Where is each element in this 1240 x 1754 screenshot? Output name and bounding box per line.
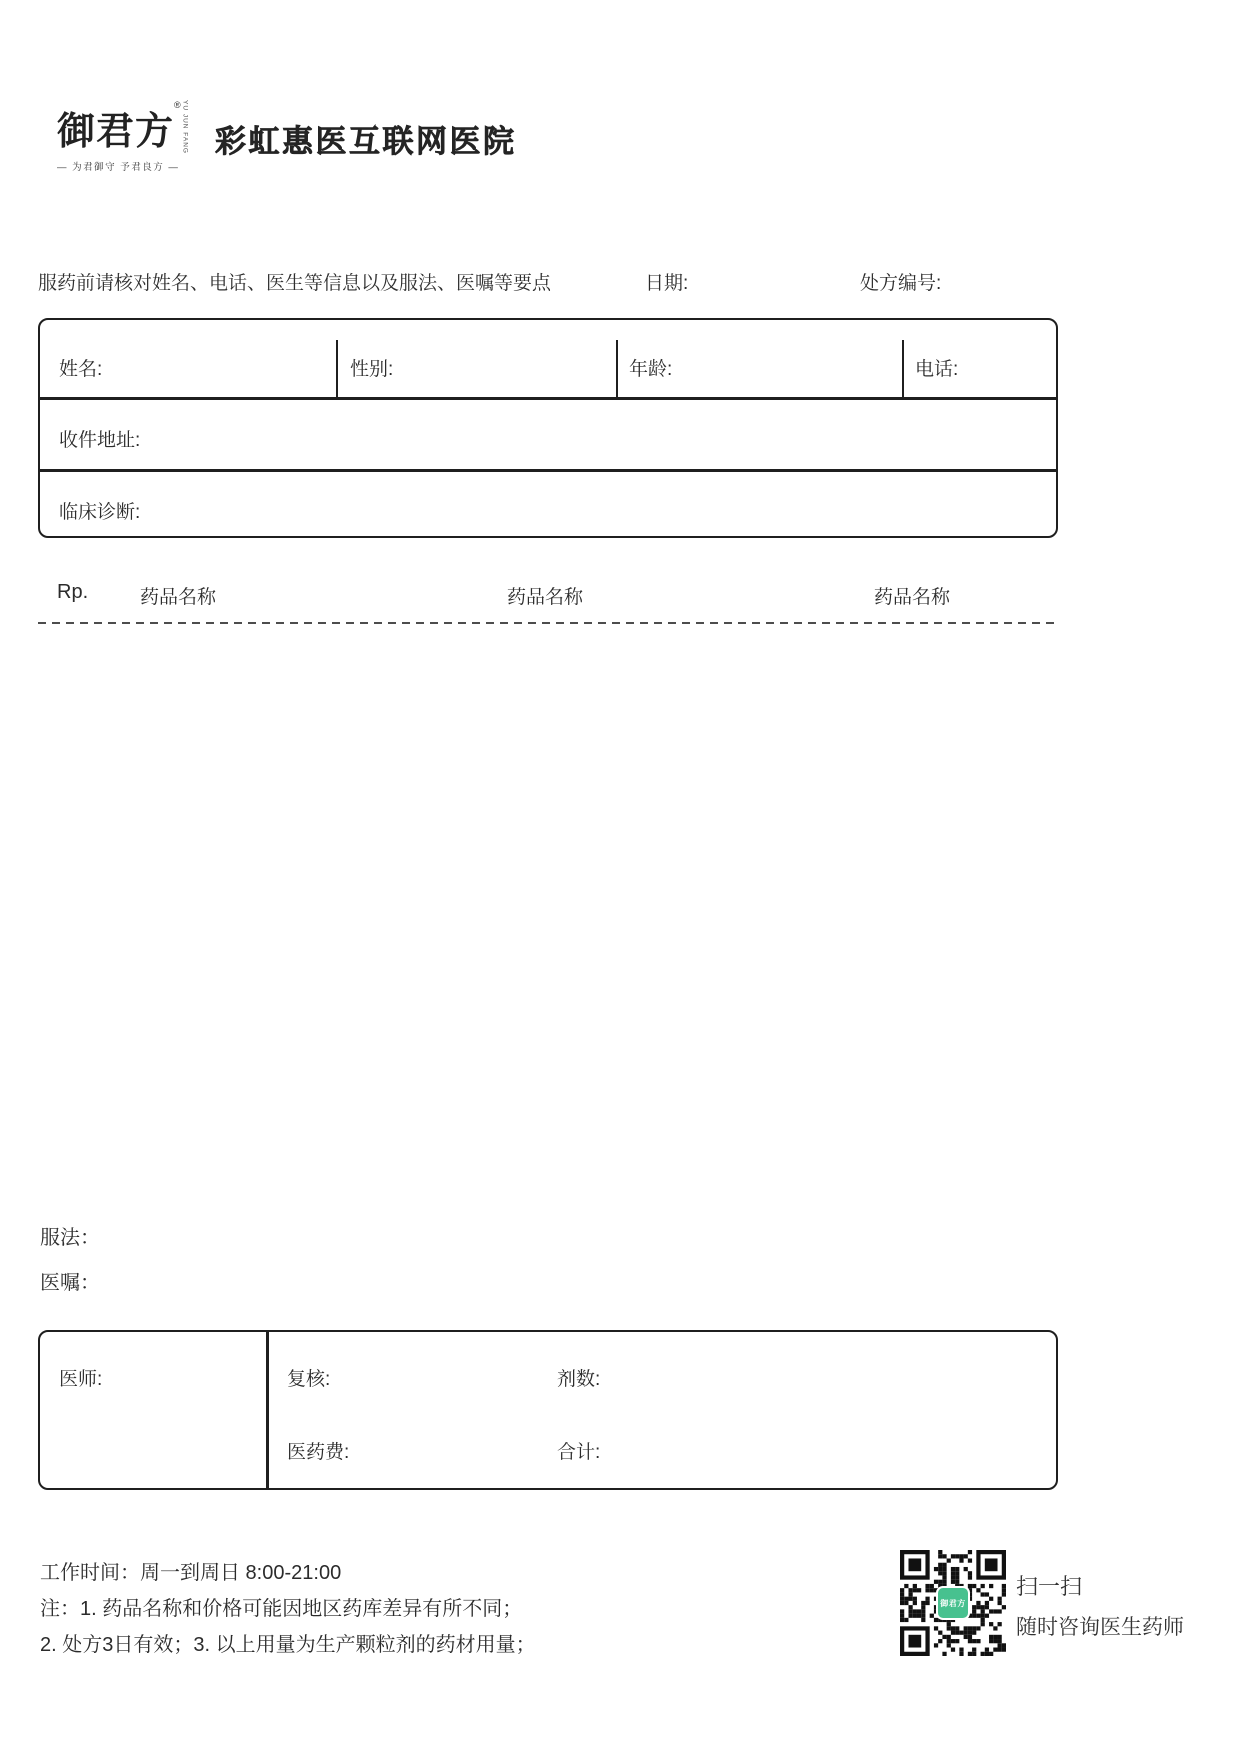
patient-info-box [38, 318, 1058, 538]
total-label: 合计: [557, 1442, 601, 1463]
brand-logo-wordmark [57, 100, 207, 155]
brand-tagline: — 为君御守 予君良方 — [57, 162, 180, 173]
rp-label: Rp. [57, 581, 89, 603]
verification-notice: 服药前请核对姓名、电话、医生等信息以及服法、医嘱等要点 [38, 273, 552, 294]
patient-name-label: 姓名: [59, 359, 103, 380]
column-divider [266, 1332, 269, 1488]
field-divider [336, 340, 338, 397]
brand-name-pinyin: YU JUN FANG [181, 100, 189, 154]
qr-center-brand-logo: 御君方 [938, 1588, 968, 1618]
brand-logo [57, 100, 207, 173]
scan-prompt-title: 扫一扫 [1016, 1574, 1083, 1599]
field-divider [902, 340, 904, 397]
prescription-number-label: 处方编号: [860, 273, 942, 294]
patient-phone-label: 电话: [915, 359, 959, 380]
rx-dashed-divider [38, 622, 1058, 624]
shipping-address-label: 收件地址: [59, 430, 141, 451]
clinical-diagnosis-label: 临床诊断: [59, 502, 141, 523]
row-divider [40, 397, 1056, 400]
patient-gender-label: 性别: [350, 359, 394, 380]
footer-note-line1: 注：1. 药品名称和价格可能因地区药库差异有所不同； [40, 1598, 523, 1620]
footer-note-line2: 2. 处方3日有效；3. 以上用量为生产颗粒剂的药材用量； [40, 1634, 536, 1656]
hospital-title: 彩虹惠医互联网医院 [215, 124, 517, 159]
registered-trademark-icon: ® [174, 100, 181, 110]
drug-name-column-header: 药品名称 [507, 587, 584, 608]
row-divider [40, 469, 1056, 472]
work-hours: 工作时间：周一到周日 8:00-21:00 [40, 1562, 342, 1584]
date-label: 日期: [645, 273, 689, 294]
signature-fee-box [38, 1330, 1058, 1490]
field-divider [616, 340, 618, 397]
dose-count-label: 剂数: [557, 1369, 601, 1390]
usage-method-label: 服法： [40, 1227, 100, 1249]
patient-age-label: 年龄: [629, 359, 673, 380]
drug-name-column-header: 药品名称 [874, 587, 951, 608]
brand-name: 御君方 [57, 111, 175, 153]
medicine-fee-label: 医药费: [287, 1442, 350, 1463]
scan-prompt-subtitle: 随时咨询医生药师 [1016, 1616, 1184, 1639]
drug-name-column-header: 药品名称 [140, 587, 217, 608]
review-label: 复核: [287, 1369, 331, 1390]
qr-code [900, 1550, 1006, 1656]
doctor-label: 医师: [59, 1369, 103, 1390]
doctor-advice-label: 医嘱： [40, 1272, 100, 1294]
